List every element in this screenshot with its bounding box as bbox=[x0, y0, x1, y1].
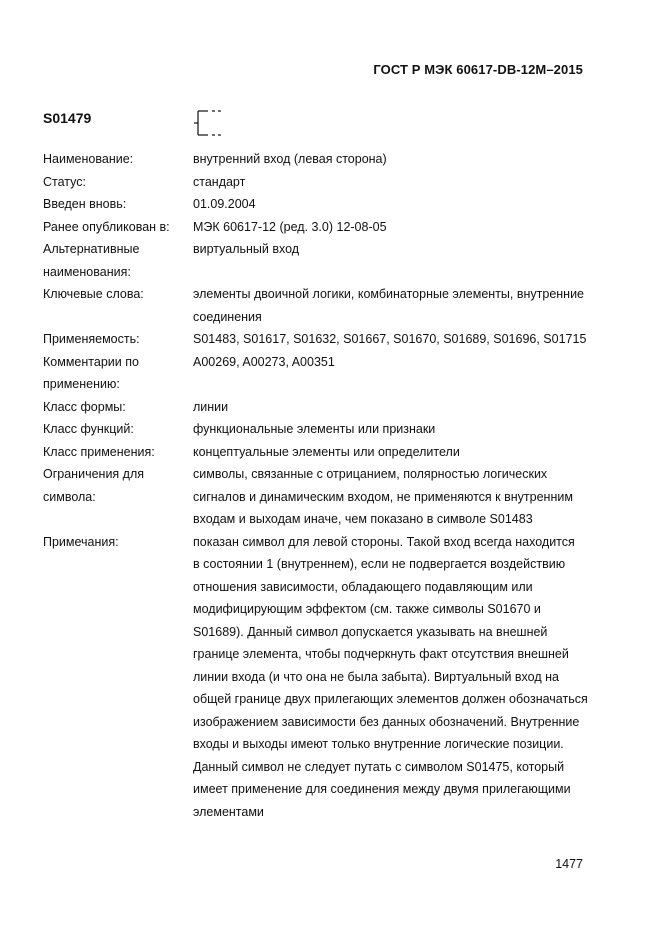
field-label: Статус: bbox=[43, 174, 86, 189]
symbol-properties bbox=[43, 148, 623, 823]
field-value: стандарт bbox=[193, 174, 246, 189]
field-value: A00269, A00273, A00351 bbox=[193, 354, 335, 369]
field-label: Введен вновь: bbox=[43, 197, 127, 211]
field-applicability bbox=[43, 328, 623, 351]
field-introduced bbox=[43, 193, 623, 216]
field-value: концептуальные элементы или определители bbox=[193, 444, 460, 459]
field-label: Комментарии по применению: bbox=[43, 354, 139, 391]
field-value: функциональные элементы или признаки bbox=[193, 422, 436, 436]
field-label: Ключевые слова: bbox=[43, 287, 144, 301]
field-value: внутренний вход (левая сторона) bbox=[193, 152, 387, 166]
field-value: линии bbox=[193, 399, 229, 414]
field-function-class bbox=[43, 418, 623, 441]
field-label: Ограничения для символа: bbox=[43, 467, 145, 504]
field-application-comments bbox=[43, 351, 623, 396]
field-value: 01.09.2004 bbox=[193, 197, 256, 211]
field-label: Примечания: bbox=[43, 534, 119, 549]
field-value: показан символ для левой стороны. Такой вход всегда находится в состоянии 1 (внутреннем), если не подвергается воздействию отношения зависимости, обладающего подавляющим или модифицирующим эффектом (см. также символы S01670 и S01689). Данный символ допускается указывать на внешней границе элемента, чтобы подчеркнуть факт отсутствия внешней линии входа (и что она не была забыта). Виртуальный вход на общей границе двух прилегающих элементов должен обозначаться изображением зависимости без данных обозначений. Внутренние входы и выходы имеют только внутренние логические позиции. Данный символ не следует путать с символом S01475, который имеет применение для соединения между двумя прилегающими элементами bbox=[193, 534, 588, 819]
field-label: Класс функций: bbox=[43, 422, 134, 436]
field-label: Применяемость: bbox=[43, 332, 140, 346]
field-value: МЭК 60617-12 (ред. 3.0) 12-08-05 bbox=[193, 219, 387, 234]
field-symbol-restrictions bbox=[43, 463, 623, 531]
field-label: Ранее опубликован в: bbox=[43, 219, 170, 234]
field-value: элементы двоичной логики, комбинаторные элементы, внутренние соединения bbox=[193, 287, 585, 324]
internal-input-left-symbol-icon bbox=[192, 108, 226, 138]
field-label: Альтернативные наименования: bbox=[43, 242, 140, 279]
field-name bbox=[43, 148, 623, 171]
document-header-title: ГОСТ Р МЭК 60617-DB-12M–2015 bbox=[373, 62, 583, 77]
field-label: Класс формы: bbox=[43, 399, 126, 414]
field-value: S01483, S01617, S01632, S01667, S01670, S01689, S01696, S01715 bbox=[193, 332, 587, 346]
field-value: символы, связанные с отрицанием, полярностью логических сигналов и динамическим входом, не применяются к внутренним входам и выходам иначе, чем показано в символе S01483 bbox=[193, 467, 573, 526]
field-application-class bbox=[43, 441, 623, 464]
page-number: 1477 bbox=[555, 857, 583, 871]
field-previously-published bbox=[43, 216, 623, 239]
field-value: виртуальный вход bbox=[193, 242, 300, 256]
field-keywords bbox=[43, 283, 623, 328]
field-label: Класс применения: bbox=[43, 444, 155, 459]
field-alternative-names bbox=[43, 238, 623, 283]
field-status bbox=[43, 171, 623, 194]
symbol-code: S01479 bbox=[43, 110, 92, 126]
field-notes bbox=[43, 531, 623, 824]
field-shape-class bbox=[43, 396, 623, 419]
field-label: Наименование: bbox=[43, 152, 134, 166]
